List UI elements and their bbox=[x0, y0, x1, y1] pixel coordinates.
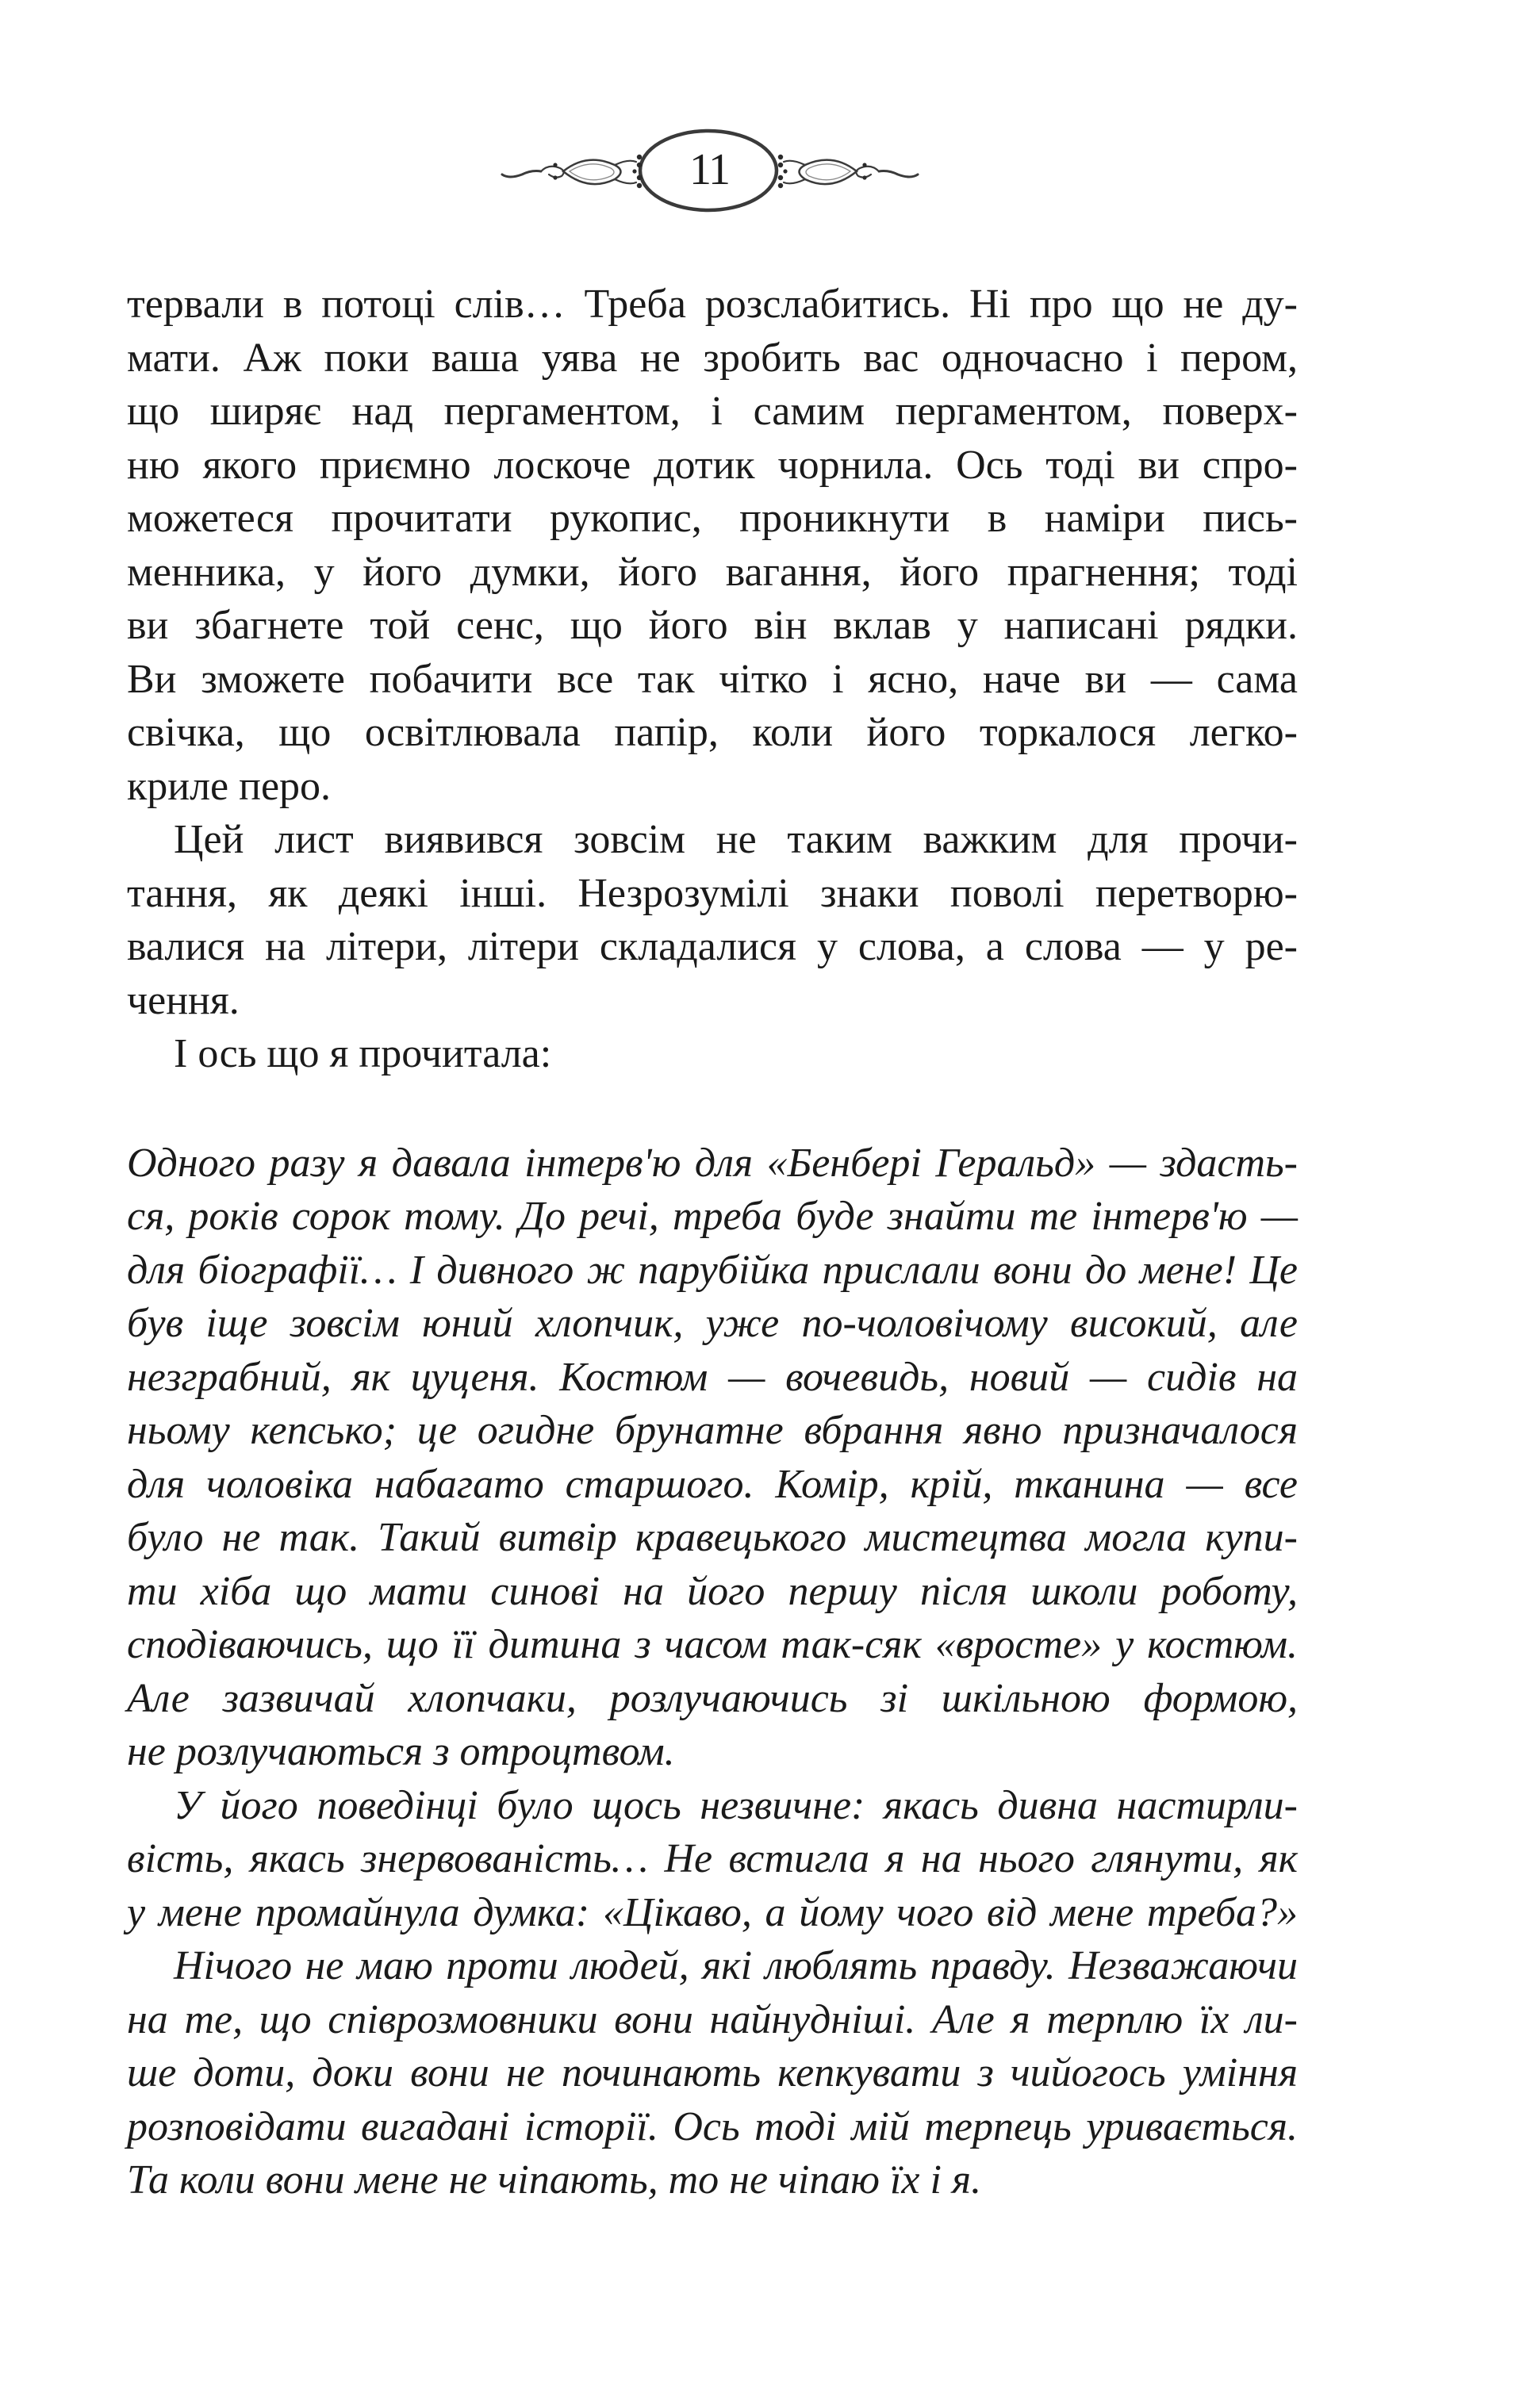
text-line: у мене промайнула думка: «Цікаво, а йому чого від мене треба?» bbox=[127, 1889, 1298, 1935]
page-number-ornament bbox=[500, 127, 920, 216]
text-line: для чоловіка набагато старшого. Комір, крій, тканина — все bbox=[127, 1461, 1298, 1507]
text-line: тання, як деякі інші. Незрозумілі знаки поволі перетворю- bbox=[127, 870, 1298, 916]
text-line: валися на літери, літери складалися у слова, а слова — у ре- bbox=[127, 924, 1298, 969]
text-line: можетеся прочитати рукопис, проникнути в наміри пись- bbox=[127, 496, 1298, 541]
text-line: ню якого приємно лоскоче дотик чорнила. Ось тоді ви спро- bbox=[127, 442, 1298, 488]
letter-paragraph bbox=[127, 1939, 1298, 2207]
text-line: Одного разу я давала інтерв'ю для «Бенбері Геральд» — здасть- bbox=[127, 1140, 1298, 1186]
text-line: на те, що співрозмовники вони найнудніші. Але я терплю їх ли- bbox=[127, 1996, 1298, 2042]
paragraph bbox=[127, 813, 1298, 1027]
text-line: Але зазвичай хлопчаки, розлучаючись зі шкільною формою, bbox=[127, 1675, 1298, 1721]
letter-paragraph bbox=[127, 1137, 1298, 1779]
text-line: незграбний, як цуценя. Костюм — вочевидь, новий — сидів на bbox=[127, 1354, 1298, 1400]
text-line: І ось що я прочитала: bbox=[174, 1031, 552, 1076]
text-line: криле перо. bbox=[127, 763, 332, 809]
text-line: ви збагнете той сенс, що його він вклав у написані рядки. bbox=[127, 603, 1298, 648]
text-line: ньому кепсько; це огидне брунатне вбрання явно призначалося bbox=[127, 1408, 1298, 1453]
page-number: 11 bbox=[689, 145, 729, 194]
section-break bbox=[127, 1081, 1298, 1137]
text-line: Та коли вони мене не чіпають, то не чіпаю їх і я. bbox=[127, 2157, 982, 2203]
text-line: ше доти, доки вони не починають кепкувати з чийогось уміння bbox=[127, 2050, 1298, 2095]
text-line: менника, у його думки, його вагання, його прагнення; тоді bbox=[127, 549, 1298, 595]
text-line: для біографії… І дивного ж парубійка прислали вони до мене! Це bbox=[127, 1247, 1298, 1293]
text-line: не розлучаються з отроцтвом. bbox=[127, 1729, 675, 1774]
text-line: розповідати вигадані історії. Ось тоді мій терпець уривається. bbox=[127, 2103, 1298, 2149]
paragraph bbox=[127, 1027, 1298, 1081]
text-line: чення. bbox=[127, 977, 240, 1023]
text-line: ти хіба що мати синові на його першу після школи роботу, bbox=[127, 1568, 1298, 1614]
paragraph bbox=[127, 278, 1298, 813]
text-line: У його поведінці було щось незвичне: якась дивна настирли- bbox=[174, 1782, 1298, 1828]
body-text bbox=[127, 278, 1298, 2207]
text-line: був іще зовсім юний хлопчик, уже по-чоловічому високий, але bbox=[127, 1301, 1298, 1346]
text-line: сподіваючись, що її дитина з часом так-сяк «вросте» у костюм. bbox=[127, 1622, 1298, 1667]
text-line: свічка, що освітлювала папір, коли його торкалося легко- bbox=[127, 710, 1298, 755]
text-line: тервали в потоці слів… Треба розслабитись. Ні про що не ду- bbox=[127, 282, 1298, 327]
text-line: Ви зможете побачити все так чітко і ясно, наче ви — сама bbox=[127, 656, 1298, 702]
text-line: Нічого не маю проти людей, які люблять правду. Незважаючи bbox=[174, 1943, 1298, 1988]
text-line: що ширяє над пергаментом, і самим пергаментом, поверх- bbox=[127, 389, 1298, 434]
text-line: ся, років сорок тому. До речі, треба буде знайти те інтерв'ю — bbox=[127, 1194, 1298, 1239]
text-line: мати. Аж поки ваша уява не зробить вас одночасно і пером, bbox=[127, 335, 1298, 381]
text-line: було не так. Такий витвір кравецького мистецтва могла купи- bbox=[127, 1515, 1298, 1560]
text-line: Цей лист виявився зовсім не таким важким для прочи- bbox=[174, 817, 1298, 862]
text-line: вість, якась знервованість… Не встигла я на нього глянути, як bbox=[127, 1836, 1298, 1881]
letter-paragraph bbox=[127, 1779, 1298, 1940]
